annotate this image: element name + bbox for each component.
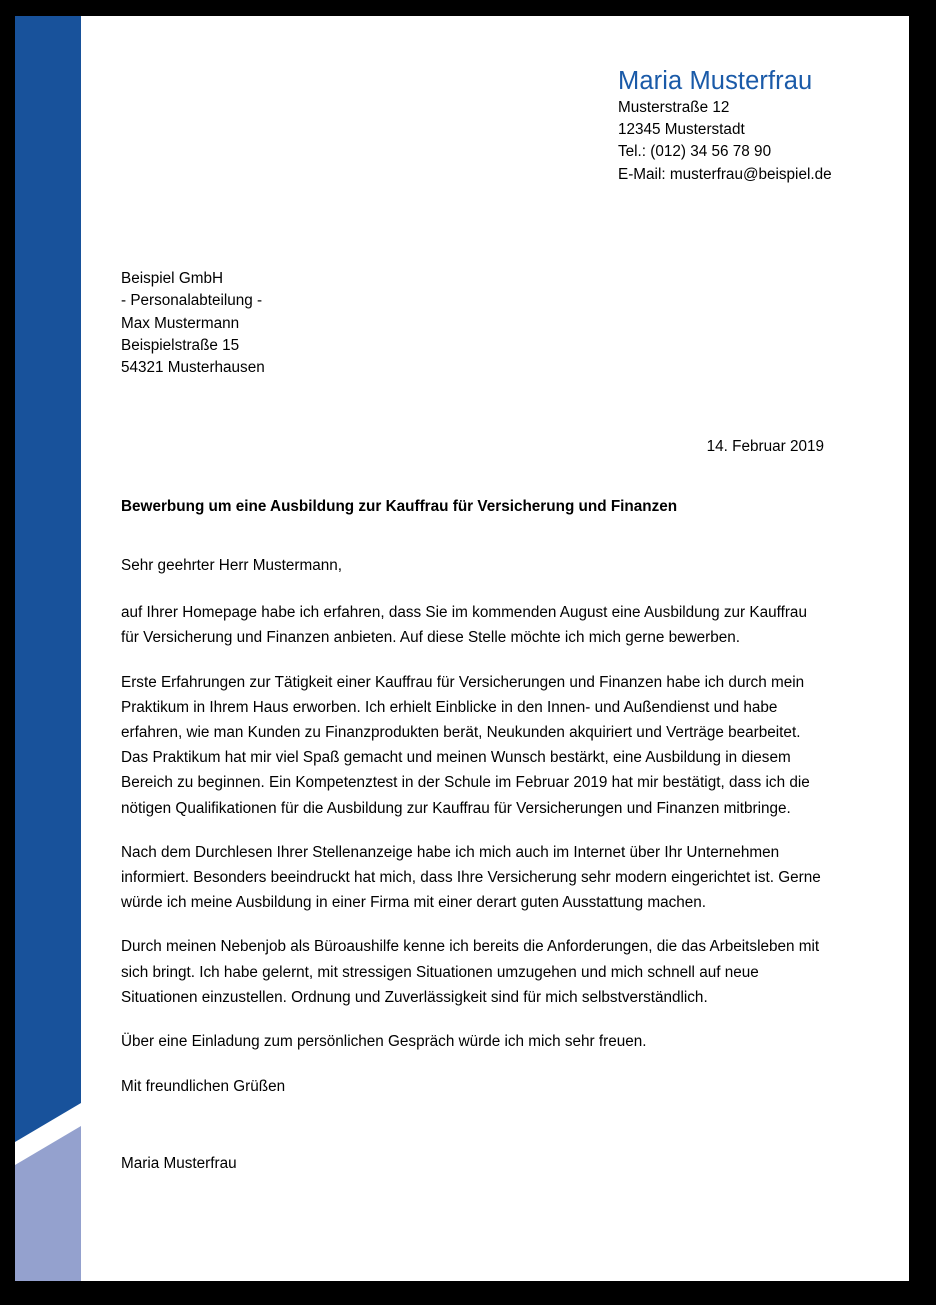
recipient-city: 54321 Musterhausen [121, 359, 265, 377]
dark-blue-accent-shape [15, 16, 81, 1142]
body-paragraph-2: Erste Erfahrungen zur Tätigkeit einer Kauffrau für Versicherungen und Finanzen habe ich durch mein Praktikum in Ihrem Haus erworben. Ich erhielt Einblicke in den Innen- und Außendienst und habe erfahren, wie man Kunden zu Finanzprodukten berät, Neukunden akquiriert und Verträge bearbeitet. Das Praktikum hat mir viel Spaß gemacht und meinen Wunsch bestärkt, eine Ausbildung in diesem Bereich zu beginnen. Ein Kompetenztest in der Schule im Februar 2019 hat mir bestätigt, dass ich die nötigen Qualifikationen für die Ausbildung zur Kauffrau für Versicherungen und Finanzen mitbringe. [121, 673, 810, 817]
sender-email: E-Mail: musterfrau@beispiel.de [618, 165, 832, 183]
body-paragraph-3: Nach dem Durchlesen Ihrer Stellenanzeige habe ich mich auch im Internet über Ihr Unternehmen informiert. Besonders beeindruckt hat mich, dass Ihre Versicherung sehr modern eingerichtet ist. Gerne würde ich meine Ausbildung in einer Firma mit einer derart guten Ausstattung machen. [121, 843, 821, 912]
recipient-address-block [121, 268, 521, 379]
sender-city: 12345 Musterstadt [618, 121, 745, 139]
signature-name: Maria Musterfrau [121, 1155, 237, 1173]
body-paragraph-1: auf Ihrer Homepage habe ich erfahren, dass Sie im kommenden August eine Ausbildung zur Kauffrau für Versicherung und Finanzen anbieten. Auf diese Stelle möchte ich mich gerne bewerben. [121, 604, 807, 647]
sender-phone: Tel.: (012) 34 56 78 90 [618, 143, 772, 161]
signoff: Mit freundlichen Grüßen [121, 1078, 286, 1096]
decorative-side-bar [15, 16, 81, 1281]
letter-body [121, 553, 827, 1177]
letter-subject: Bewerbung um eine Ausbildung zur Kauffrau für Versicherung und Finanzen [121, 498, 678, 515]
recipient-street: Beispielstraße 15 [121, 336, 240, 354]
recipient-company: Beispiel GmbH [121, 270, 224, 287]
letter-page [15, 16, 909, 1281]
closing-phrase: Über eine Einladung zum persönlichen Gespräch würde ich mich sehr freuen. [121, 1033, 647, 1051]
sender-block [618, 66, 898, 186]
salutation: Sehr geehrter Herr Mustermann, [121, 557, 343, 574]
recipient-department: - Personalabteilung - [121, 292, 263, 310]
body-paragraph-4: Durch meinen Nebenjob als Büroaushilfe kenne ich bereits die Anforderungen, die das Arbeitsleben mit sich bringt. Ich habe gelernt, mit stressigen Situationen umzugehen und mich schnell auf neue Situationen einzustellen. Ordnung und Zuverlässigkeit sind für mich selbstverständlich. [121, 938, 820, 1006]
light-blue-accent-shape [15, 1126, 81, 1281]
sender-street: Musterstraße 12 [618, 99, 730, 116]
recipient-contact-person: Max Mustermann [121, 314, 240, 332]
letter-date: 14. Februar 2019 [706, 438, 824, 455]
sender-name: Maria Musterfrau [618, 67, 813, 95]
